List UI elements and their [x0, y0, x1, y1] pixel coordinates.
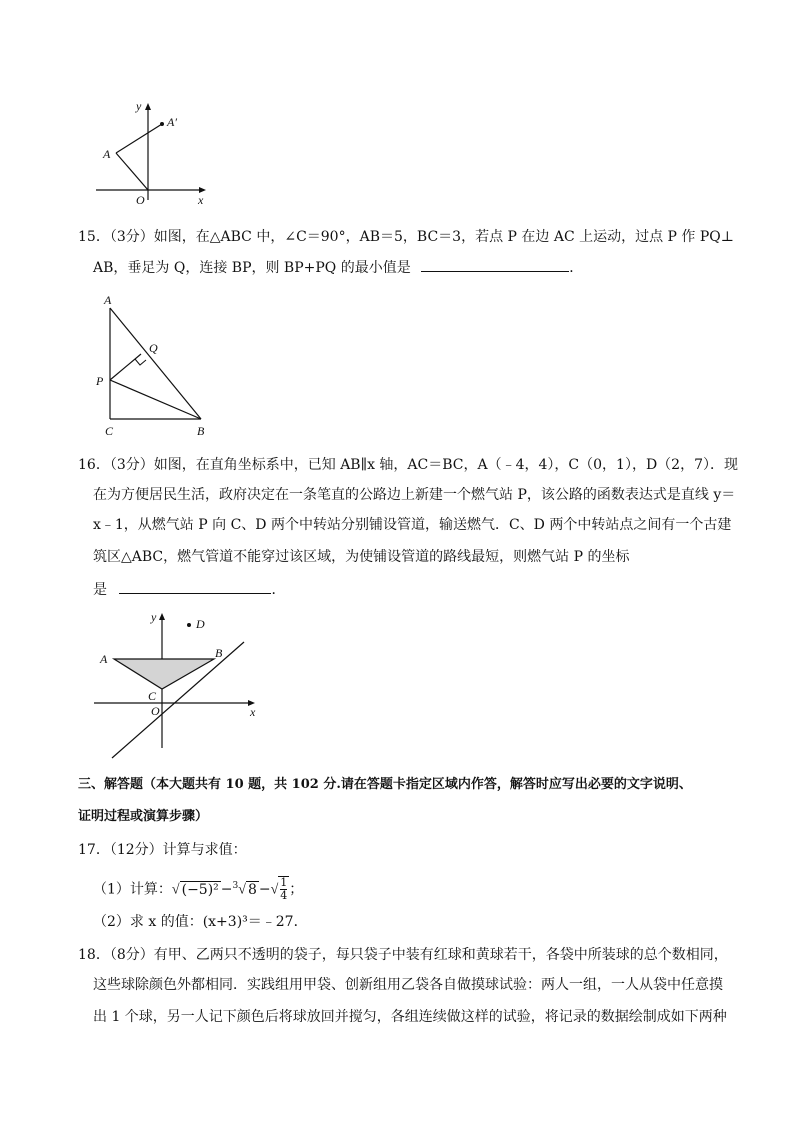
fraction-one-quarter: $\frac{1}{4}$ — [280, 876, 288, 903]
q16-line3: x﹣1，从燃气站 P 向 C、D 两个中转站分别铺设管道，输送燃气．C、D 两个中转站点之间有一个古建 — [93, 517, 732, 533]
point-a-prime — [160, 122, 164, 126]
semicolon: ； — [289, 881, 304, 898]
q15-number: 15． — [78, 229, 110, 245]
q18-line2: 这些球除颜色外都相同．实践组用甲袋、创新组用乙袋各自做摸球试验：两人一组，一人从袋中任意摸 — [93, 977, 723, 993]
q17-part2 — [93, 912, 308, 932]
q16-text-5: 是 — [93, 582, 107, 598]
segment-a-o — [116, 153, 148, 190]
label-c: C — [148, 689, 157, 703]
cube-root-index: 3 — [232, 881, 239, 891]
label-b: B — [215, 646, 223, 660]
label-c: C — [105, 424, 114, 438]
right-angle-mark — [135, 359, 146, 365]
figure-q15 — [96, 292, 220, 442]
y-arrow — [159, 613, 165, 620]
label-a: A — [104, 293, 112, 307]
q16-score: （3分） — [109, 457, 154, 473]
q16-line4: 筑区△ABC，燃气管道不能穿过该区域，为使铺设管道的路线最短，则燃气站 P 的坐标 — [93, 549, 630, 565]
label-y: y — [136, 99, 142, 113]
q17-title: 计算与求值： — [162, 842, 247, 858]
segment-pq — [110, 354, 141, 380]
point-d — [187, 623, 191, 627]
q15-text-1: 如图，在△ABC 中，∠C＝90°，AB＝5，BC＝3，若点 P 在边 AC 上运动，过点 P 作 PQ⊥ — [153, 229, 734, 245]
q15-line2 — [93, 257, 583, 278]
q17-line1 — [78, 840, 247, 860]
q18-line1 — [78, 945, 728, 965]
q17-number: 17． — [78, 842, 110, 858]
label-x: x — [250, 705, 256, 719]
q17-part1: （1）计算：√ (−5)² −$^3$√ 8 −√ $\frac{1}{4}$ ； — [93, 876, 304, 903]
q18-line3: 出 1 个球，另一人记下颜色后将球放回并搅匀，各组连续做这样的试验，将记录的数据绘制成如下两种 — [93, 1009, 727, 1025]
label-o: O — [136, 193, 145, 207]
minus-1: − — [220, 881, 233, 898]
q17-part2-label: （2）求 x 的值： — [93, 914, 203, 930]
label-o: O — [151, 704, 160, 718]
cube-root-8: 8 — [247, 881, 257, 898]
triangle-abc — [114, 659, 214, 689]
q15-text-2: AB，垂足为 Q，连接 BP，则 BP+PQ 的最小值是 — [93, 260, 411, 276]
q16-number: 16． — [78, 457, 110, 473]
q17-part1-label: （1）计算： — [93, 881, 172, 898]
q17-part2-expr: (x+3)³＝﹣27． — [202, 914, 308, 930]
q16-text-1: 如图，在直角坐标系中，已知 AB∥x 轴，AC＝BC，A（﹣4，4），C（0，1），D（2，7）．现 — [153, 457, 738, 473]
q18-text-1: 有甲、乙两只不透明的袋子，每只袋子中装有红球和黄球若干，各袋中所装球的总个数相同， — [153, 947, 728, 963]
q15-score: （3分） — [109, 229, 154, 245]
label-a: A — [100, 652, 108, 666]
section3-heading-line1: 三、解答题（本大题共有 10 题，共 102 分.请在答题卡指定区域内作答，解答时应写出必要的文字说明、 — [78, 777, 692, 792]
q16-line2: 在为方便居民生活，政府决定在一条笔直的公路边上新建一个燃气站 P，该公路的函数表达式是直线 y＝ — [93, 487, 736, 503]
sqrt-neg5-squared: (−5)² — [181, 881, 219, 898]
q16-line1 — [78, 455, 738, 475]
segment-a-a-prime — [116, 124, 162, 153]
label-q: Q — [149, 341, 158, 355]
minus-2: − — [258, 881, 271, 898]
q18-score: （8分） — [109, 947, 154, 963]
q15-period: ． — [569, 260, 584, 276]
q16-period: ． — [271, 582, 286, 598]
label-y: y — [151, 610, 157, 624]
label-a: A — [103, 147, 111, 161]
figure-q16 — [92, 608, 262, 758]
q18-number: 18． — [78, 947, 110, 963]
q16-answer-blank[interactable] — [119, 579, 271, 594]
figure-q14 — [90, 98, 220, 210]
segment-bp — [110, 380, 201, 419]
q17-score: （12分） — [109, 842, 163, 858]
label-b: B — [197, 424, 205, 438]
label-p: P — [96, 374, 104, 388]
label-x: x — [198, 193, 204, 207]
label-d: D — [196, 617, 205, 631]
q15-answer-blank[interactable] — [421, 257, 569, 272]
side-ab — [110, 308, 201, 419]
section3-heading-line2: 证明过程或演算步骤） — [78, 809, 209, 824]
q15-line1 — [78, 227, 734, 247]
label-a-prime: A′ — [167, 115, 177, 129]
y-arrow — [145, 103, 151, 110]
q16-line5 — [93, 579, 285, 600]
